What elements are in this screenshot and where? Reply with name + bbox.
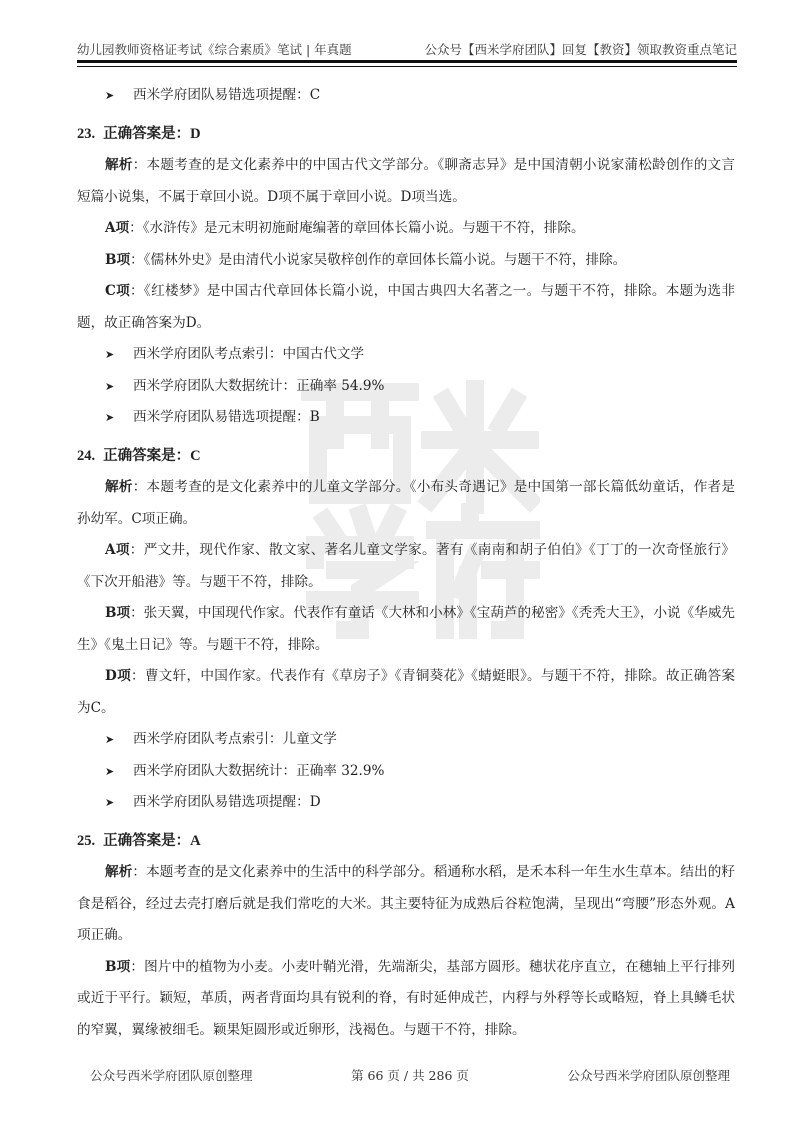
arrow-bullet-icon: ➤: [105, 764, 115, 778]
footer-left: 公众号西米学府团队原创整理: [90, 1068, 253, 1083]
question-heading: 25. 正确答案是：A: [77, 832, 201, 849]
arrow-bullet-icon: ➤: [105, 796, 115, 809]
option-explanation: A项：严文井，现代作家、散文家、著名儿童文学家。著有《南南和胡子伯伯》《丁丁的一次奇怪旅行》《下次开船港》等。与题干不符，排除。: [77, 542, 735, 590]
bullet-item: ➤ 西米学府团队大数据统计：正确率 32.9%: [77, 756, 735, 788]
bullet-item: ➤ 西米学府团队考点索引：中国古代文学: [77, 339, 735, 371]
page-content: [77, 80, 735, 1046]
arrow-bullet-icon: ➤: [105, 733, 115, 746]
analysis: 解析：本题考查的是文化素养中的中国古代文学部分。《聊斋志异》是中国清朝小说家蒲松龄创作的文言短篇小说集，不属于章回小说。D项不属于章回小说。D项当选。: [77, 157, 735, 205]
analysis: 解析：本题考查的是文化素养中的生活中的科学部分。稻通称水稻，是禾本科一年生水生草本。结出的籽食是稻谷，经过去壳打磨后就是我们常吃的大米。其主要特征为成熟后谷粒饱满，呈现出“弯腰”形态外观。A项正确。: [77, 864, 736, 943]
bullet-item: ➤ 西米学府团队考点索引：儿童文学: [77, 724, 735, 756]
arrow-bullet-icon: ➤: [105, 89, 115, 102]
header-rule-thin: [77, 66, 737, 67]
option-explanation: B项：张天翼，中国现代作家。代表作有童话《大林和小林》《宝葫芦的秘密》《秃秃大王》，小说《华威先生》《鬼土日记》等。与题干不符，排除。: [77, 605, 736, 653]
bullet-item: ➤ 西米学府团队易错选项提醒：D: [77, 787, 735, 819]
page-header: [77, 40, 737, 58]
question-heading: 24. 正确答案是：C: [77, 447, 201, 464]
header-title: 幼儿园教师资格证考试《综合素质》笔试 | 年真题: [77, 42, 352, 57]
option-explanation: B项：图片中的植物为小麦。小麦叶鞘光滑，先端渐尖，基部方圆形。穗状花序直立，在穗轴上平行排列或近于平行。颖短，革质，两者背面均具有锐利的脊，有时延伸成芒，内稃与外稃等长或略短，脊上具鳞毛状的窄翼，翼缘被细毛。颖果矩圆形或近卵形，浅褐色。与题干不符，排除。: [77, 958, 735, 1038]
bullet-item: ➤ 西米学府团队易错选项提醒：B: [77, 402, 735, 434]
question-heading: 23. 正确答案是：D: [77, 125, 201, 142]
option-explanation: C项：《红楼梦》是中国古代章回体长篇小说，中国古典四大名著之一。与题干不符，排除。本题为选非题，故正确答案为D。: [77, 283, 735, 331]
option-explanation: B项：《儒林外史》是由清代小说家吴敬梓创作的章回体长篇小说。与题干不符，排除。: [105, 251, 627, 268]
page-footer: [90, 1066, 730, 1084]
bullet-item: ➤ 西米学府团队易错选项提醒：C: [77, 80, 735, 112]
arrow-bullet-icon: ➤: [105, 411, 115, 424]
analysis: 解析：本题考查的是文化素养中的儿童文学部分。《小布头奇遇记》是中国第一部长篇低幼童话，作者是孙幼军。C项正确。: [77, 479, 735, 527]
header-rule-thick: [77, 60, 737, 63]
arrow-bullet-icon: ➤: [105, 348, 115, 361]
header-promo: 公众号【西米学府团队】回复【教资】领取教资重点笔记: [424, 42, 737, 57]
page-number: 第 66 页 / 共 286 页: [351, 1068, 469, 1083]
option-explanation: D项：曹文轩，中国作家。代表作有《草房子》《青铜葵花》《蜻蜓眼》。与题干不符，排除。故正确答案为C。: [77, 668, 735, 716]
option-explanation: A项：《水浒传》是元末明初施耐庵编著的章回体长篇小说。与题干不符，排除。: [105, 220, 585, 236]
bullet-item: ➤ 西米学府团队大数据统计：正确率 54.9%: [77, 371, 735, 403]
arrow-bullet-icon: ➤: [105, 379, 115, 393]
footer-right: 公众号西米学府团队原创整理: [567, 1068, 730, 1083]
